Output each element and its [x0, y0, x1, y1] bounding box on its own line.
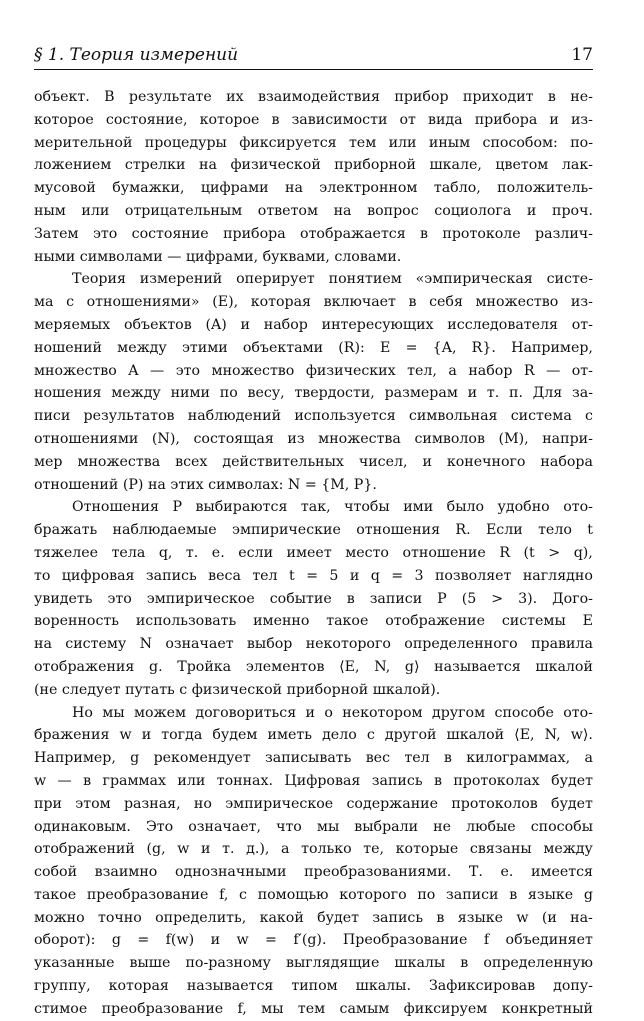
- text-line: ношения между ними по весу, твердости, размерам и т. п. Для за-: [34, 385, 593, 402]
- text-line: мусовой бумажки, цифрами на электронном табло, положитель-: [34, 180, 593, 197]
- page-number: 17: [571, 45, 593, 65]
- text-line: отношений (P) на этих символах: N = {M, P}.: [34, 476, 377, 493]
- text-line: меряемых объектов (A) и набор интересующих исследователя от-: [34, 316, 593, 333]
- text-line: группу, которая называется типом шкалы. Зафиксировав допу-: [34, 978, 593, 995]
- text-line: ным или отрицательным ответом на вопрос социолога и проч.: [34, 202, 593, 219]
- text-line: при этом разная, но эмпирическое содержание протоколов будет: [34, 795, 593, 812]
- text-line: мер множества всех действительных чисел, и конечного набора: [34, 453, 593, 470]
- text-line: стимое преобразование f, мы тем самым фиксируем конкретный: [34, 1000, 593, 1017]
- text-line: тяжелее тела q, т. е. если имеет место отношение R (t > q),: [34, 544, 593, 561]
- text-line: на систему N означает выбор некоторого определенного правила: [34, 636, 593, 653]
- text-line: ложением стрелки на физической приборной шкале, цветом лак-: [34, 157, 593, 174]
- text-line: то цифровая запись веса тел t = 5 и q = 3 позволяет наглядно: [34, 567, 593, 584]
- text-line: увидеть это эмпирическое событие в записи P (5 > 3). Дого-: [34, 590, 593, 607]
- text-line: w — в граммах или тоннах. Цифровая запись в протоколах будет: [34, 772, 593, 789]
- text-line: бражения w и тогда будем иметь дело с другой шкалой ⟨E, N, w⟩.: [34, 727, 593, 744]
- text-line: отображений (g, w и т. д.), а только те, которые связаны между: [34, 841, 593, 858]
- text-line: оборот): g = f(w) и w = f′(g). Преобразование f объединяет: [34, 932, 593, 949]
- text-line: Но мы можем договориться и о некотором другом способе ото-: [72, 704, 593, 721]
- text-line: Отношения P выбираются так, чтобы ими было удобно ото-: [72, 499, 593, 516]
- text-line: мерительной процедуры фиксируется тем или иным способом: по-: [34, 134, 593, 151]
- text-line: отношениями (N), состоящая из множества символов (M), напри-: [34, 430, 593, 447]
- text-line: объект. В результате их взаимодействия прибор приходит в не-: [34, 89, 593, 105]
- text-line: Теория измерений оперирует понятием «эмпирическая систе-: [72, 271, 593, 288]
- text-line: собой взаимно однозначными преобразованиями. Т. е. имеется: [34, 864, 593, 881]
- chapter-title: § 1. Теория измерений: [34, 45, 239, 65]
- text-line: бражать наблюдаемые эмпирические отношения R. Если тело t: [34, 522, 593, 539]
- text-line: ношений между этими объектами (R): E = {A, R}. Например,: [34, 339, 593, 356]
- text-line: отображения g. Тройка элементов ⟨E, N, g⟩ называется шкалой: [34, 658, 593, 675]
- text-line: множество A — это множество физических тел, а набор R — от-: [34, 362, 593, 379]
- body-text: [34, 86, 593, 1021]
- text-line: ными символами — цифрами, буквами, словами.: [34, 248, 402, 265]
- text-line: такое преобразование f, с помощью которого по записи в языке g: [34, 886, 593, 903]
- text-line: одинаковым. Это означает, что мы выбрали не любые способы: [34, 818, 593, 835]
- text-line: указанные выше по-разному выглядящие шкалы в определенную: [34, 955, 593, 972]
- text-line: которое состояние, которое в зависимости от вида прибора и из-: [34, 111, 593, 128]
- text-line: Например, g рекомендует записывать вес тел в килограммах, а: [34, 750, 593, 767]
- text-line: можно точно определить, какой будет запись в языке w (и на-: [34, 909, 593, 926]
- text-line: писи результатов наблюдений используется символьная система с: [34, 408, 593, 425]
- text-line: Затем это состояние прибора отображается в протоколе различ-: [34, 225, 593, 242]
- text-line: воренность использовать именно такое отображение системы E: [34, 613, 593, 630]
- text-line: ма с отношениями» (E), которая включает в себя множество из-: [34, 294, 593, 311]
- running-header: [34, 43, 593, 70]
- text-line: (не следует путать с физической приборной шкалой).: [34, 681, 441, 698]
